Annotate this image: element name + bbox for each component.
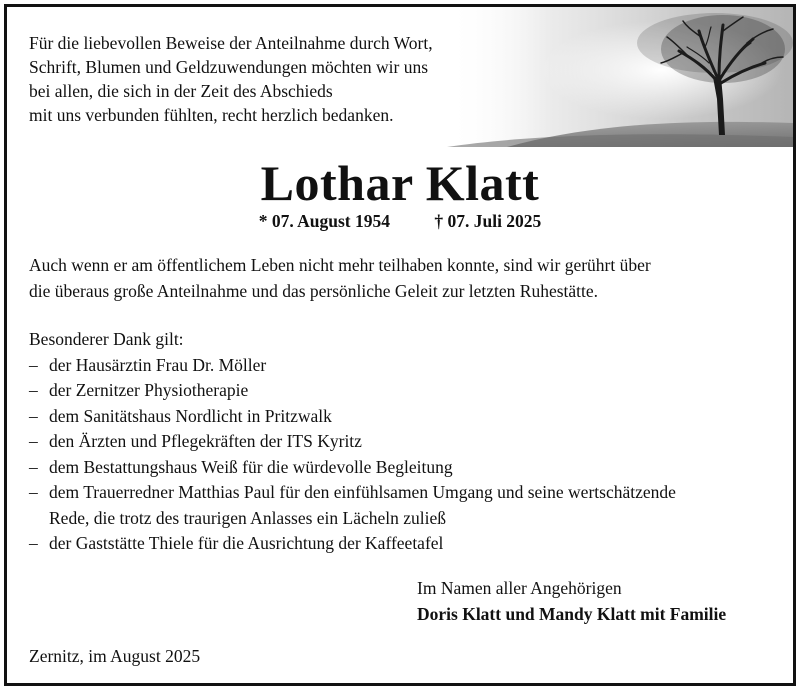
signature-block: [417, 575, 726, 627]
dash-bullet: –: [29, 354, 38, 375]
dash-bullet: –: [29, 405, 38, 426]
list-item: – der Zernitzer Physiotherapie: [29, 378, 789, 404]
deceased-name: Lothar Klatt: [260, 155, 540, 211]
dash-bullet: –: [29, 482, 38, 502]
list-item: – dem Sanitätshaus Nordlicht in Pritzwalk: [29, 404, 789, 430]
life-dates: [7, 211, 793, 232]
dash-bullet: –: [29, 456, 38, 477]
intro-text: [29, 31, 499, 127]
list-item: – der Hausärztin Frau Dr. Möller: [29, 353, 789, 379]
list-item: – der Gaststätte Thiele für die Ausrichtung der Kaffeetafel: [29, 531, 789, 557]
intro-line: bei allen, die sich in der Zeit des Abschieds: [29, 81, 333, 101]
list-item: – dem Bestattungshaus Weiß für die würdevolle Begleitung: [29, 455, 789, 481]
death-date: † 07. Juli 2025: [434, 211, 542, 231]
list-item: – dem Trauerredner Matthias Paul für den einfühlsamen Umgang und seine wertschätzende Rede, die trotz des traurigen Anlasses ein Lächeln zuließ: [29, 480, 789, 531]
intro-line: mit uns verbunden fühlten, recht herzlich bedanken.: [29, 105, 394, 125]
obituary-notice: [4, 4, 796, 686]
thanks-list: [29, 353, 789, 557]
dash-bullet: –: [29, 533, 38, 553]
dash-bullet: –: [29, 431, 38, 451]
special-thanks: [29, 327, 789, 557]
place-date: Zernitz, im August 2025: [29, 646, 201, 666]
dash-bullet: –: [29, 380, 38, 400]
thanks-heading: Besonderer Dank gilt:: [29, 329, 184, 349]
intro-line: Schrift, Blumen und Geldzuwendungen möchten wir uns: [29, 57, 429, 77]
intro-line: Für die liebevollen Beweise der Anteilnahme durch Wort,: [29, 33, 433, 53]
signature-names: Doris Klatt und Mandy Klatt mit Familie: [417, 604, 727, 624]
list-item-continuation: Rede, die trotz des traurigen Anlasses ein Lächeln zuließ: [49, 507, 447, 528]
signature-line: Im Namen aller Angehörigen: [417, 578, 622, 598]
paragraph-line: Auch wenn er am öffentlichem Leben nicht mehr teilhaben konnte, sind wir gerührt über: [29, 255, 651, 275]
list-item: – den Ärzten und Pflegekräften der ITS Kyritz: [29, 429, 789, 455]
paragraph-line: die überaus große Anteilnahme und das persönliche Geleit zur letzten Ruhestätte.: [29, 281, 599, 301]
gratitude-paragraph: [29, 252, 769, 304]
birth-date: * 07. August 1954: [258, 211, 390, 231]
